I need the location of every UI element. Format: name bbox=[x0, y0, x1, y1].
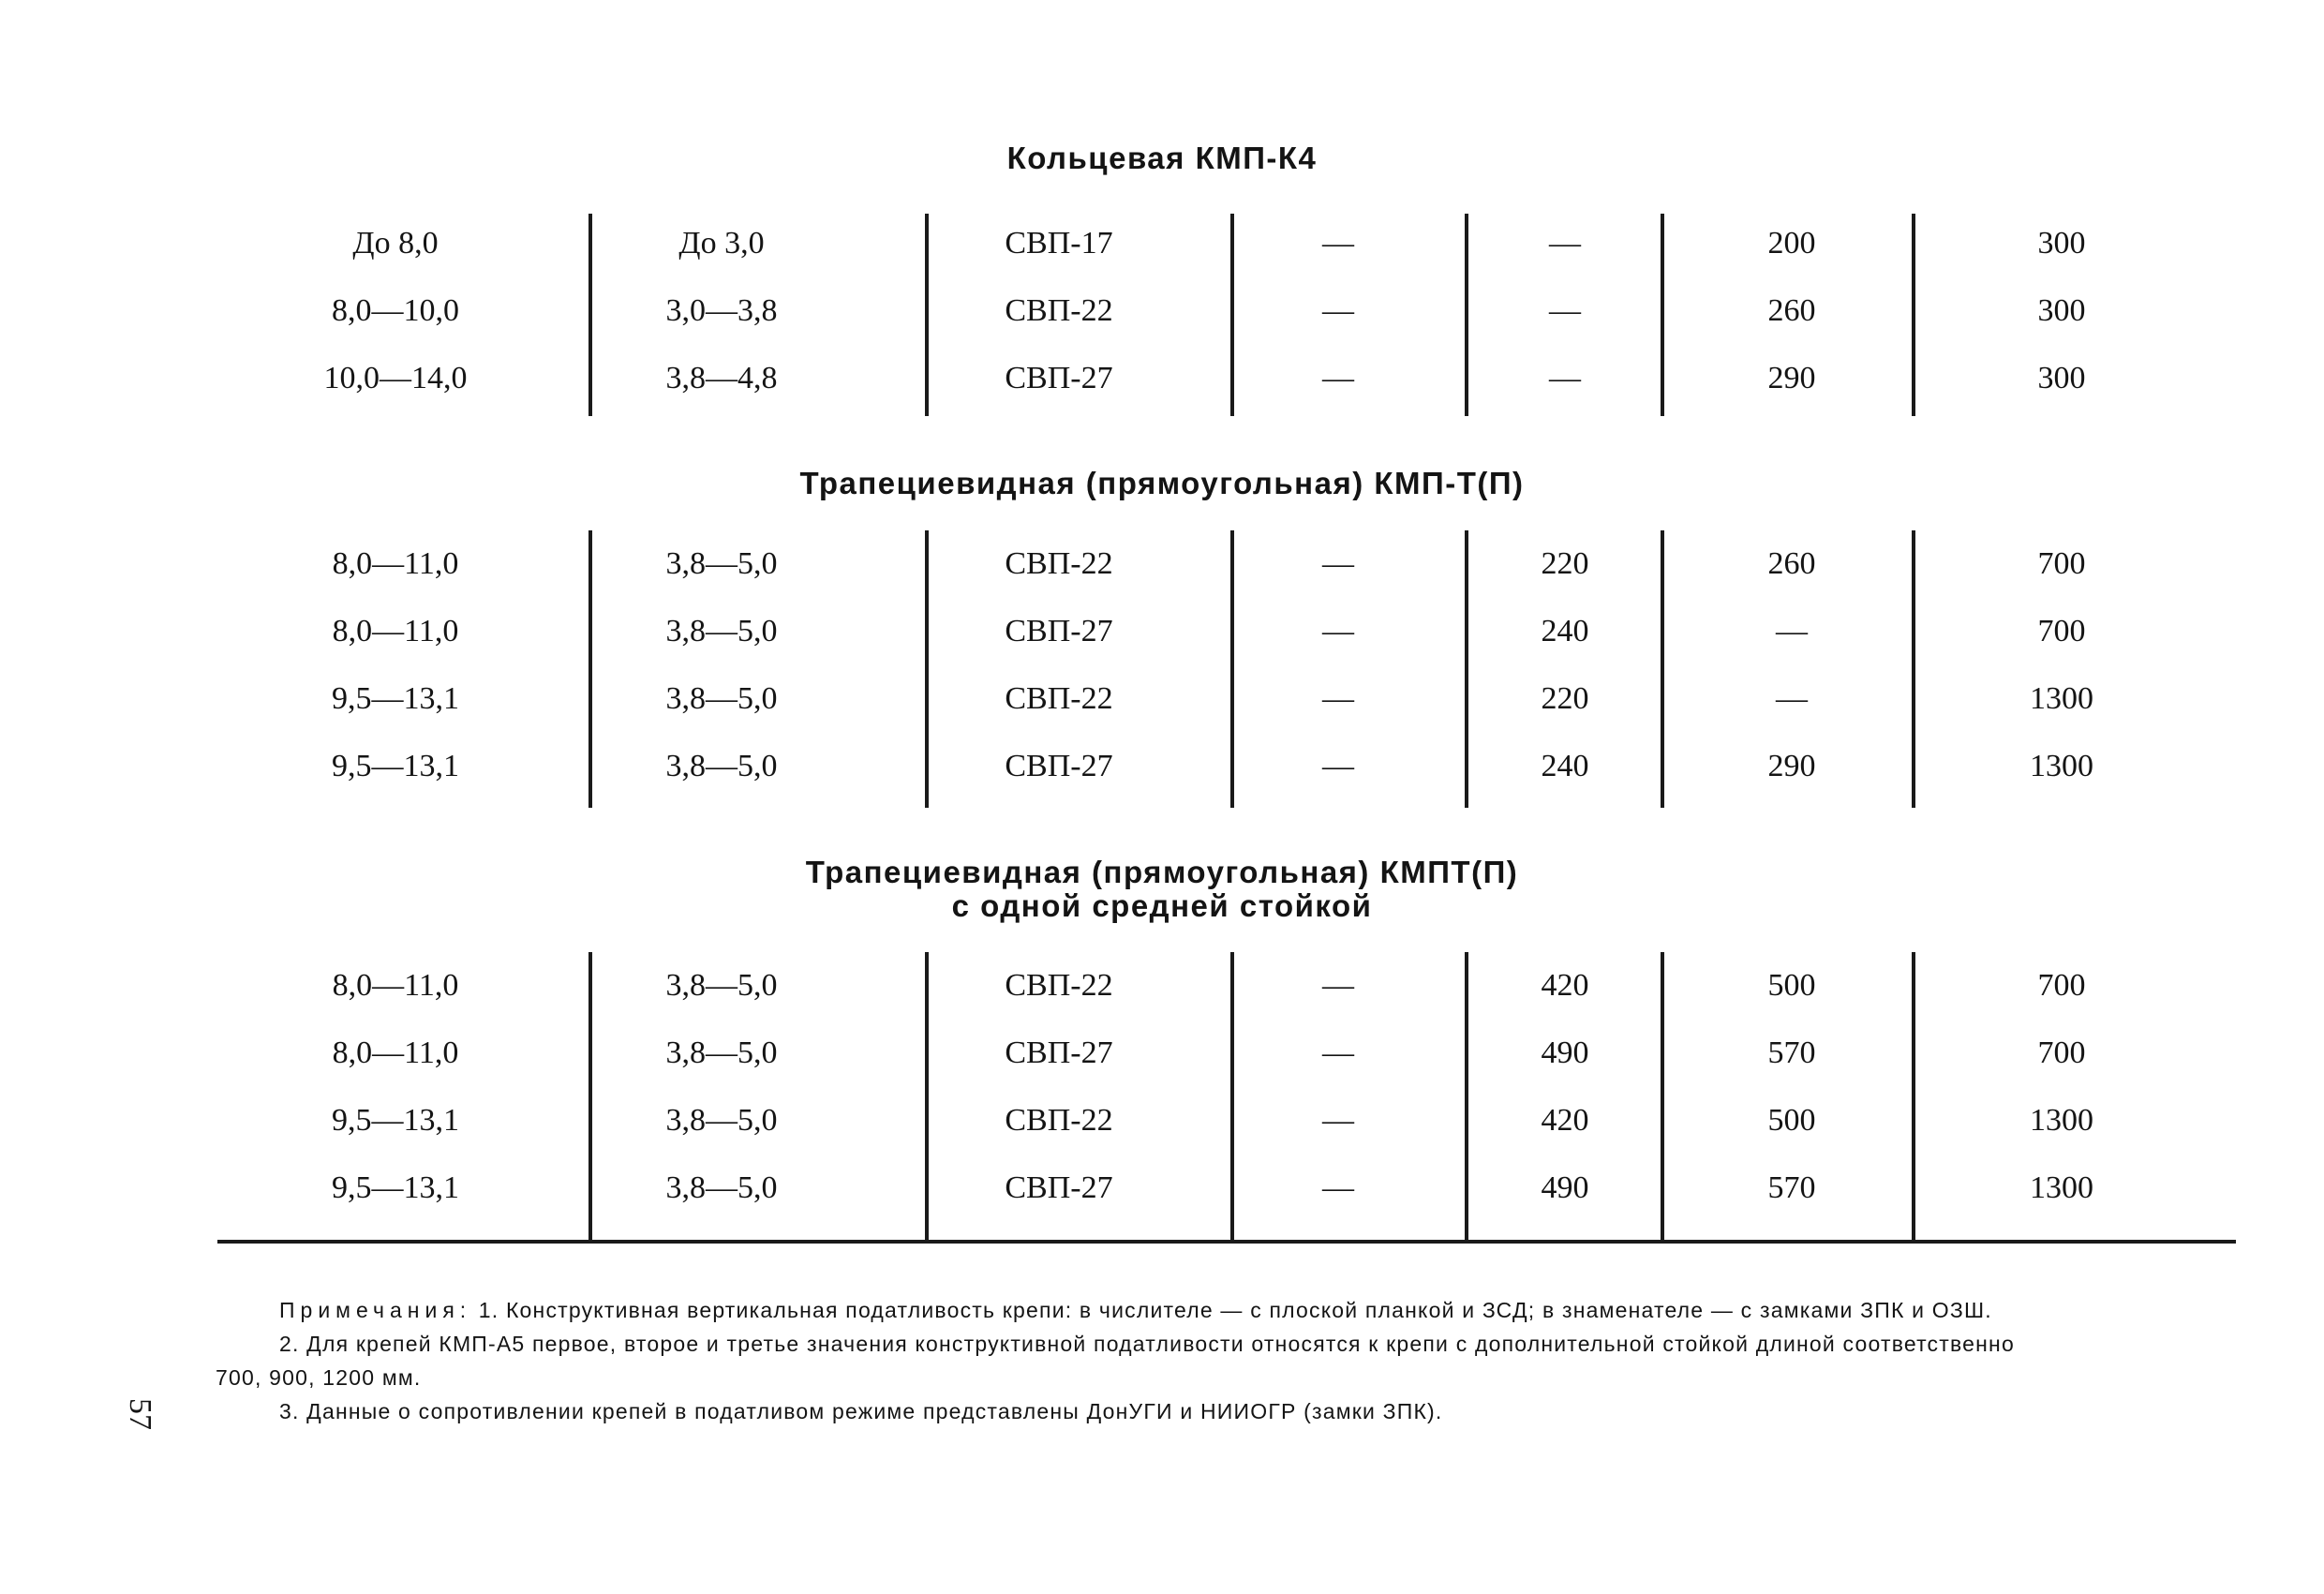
table-cell: — bbox=[1322, 1170, 1354, 1205]
column-rule bbox=[925, 214, 929, 416]
table-cell: — bbox=[1549, 226, 1581, 261]
column-rule bbox=[1661, 530, 1664, 808]
table-cell: СВП-22 bbox=[1005, 293, 1113, 328]
table-cell: — bbox=[1776, 614, 1808, 648]
table-cell: 240 bbox=[1541, 749, 1589, 783]
table-cell: — bbox=[1322, 361, 1354, 395]
table-cell: 9,5—13,1 bbox=[332, 749, 459, 783]
table-cell: 570 bbox=[1767, 1170, 1816, 1205]
column-rule bbox=[1661, 214, 1664, 416]
table-cell: 9,5—13,1 bbox=[332, 1170, 459, 1205]
table-cell: СВП-22 bbox=[1005, 1103, 1113, 1138]
table-cell: — bbox=[1776, 681, 1808, 716]
table-cell: 240 bbox=[1541, 614, 1589, 648]
column-rule bbox=[588, 952, 592, 1242]
column-rule bbox=[1912, 214, 1915, 416]
table-cell: 490 bbox=[1541, 1035, 1589, 1070]
table-bottom-border bbox=[217, 1240, 2236, 1244]
table-cell: — bbox=[1322, 614, 1354, 648]
table-cell: 8,0—11,0 bbox=[332, 614, 459, 648]
table-cell: 3,8—5,0 bbox=[665, 1103, 778, 1138]
column-rule bbox=[925, 530, 929, 808]
table-cell: — bbox=[1322, 968, 1354, 1003]
table-cell: 260 bbox=[1767, 293, 1816, 328]
column-rule bbox=[1230, 214, 1234, 416]
column-rule bbox=[925, 952, 929, 1242]
section-subtitle-trapezoid-middle-post: с одной средней стойкой bbox=[951, 888, 1373, 923]
column-rule bbox=[1661, 952, 1664, 1242]
table-cell: 300 bbox=[2037, 293, 2086, 328]
table-cell: СВП-17 bbox=[1005, 226, 1113, 261]
note-1 bbox=[279, 1293, 1992, 1327]
table-cell: 9,5—13,1 bbox=[332, 681, 459, 716]
table-cell: СВП-22 bbox=[1005, 968, 1113, 1003]
table-cell: 700 bbox=[2037, 1035, 2086, 1070]
table-cell: 1300 bbox=[2030, 1103, 2093, 1138]
table-cell: 3,8—5,0 bbox=[665, 681, 778, 716]
table-cell: 490 bbox=[1541, 1170, 1589, 1205]
table-cell: 8,0—11,0 bbox=[332, 1035, 459, 1070]
table-cell: СВП-27 bbox=[1005, 614, 1113, 648]
section-title-trapezoid: Трапециевидная (прямоугольная) КМП-Т(П) bbox=[799, 466, 1525, 500]
table-cell: 290 bbox=[1767, 749, 1816, 783]
column-rule bbox=[1230, 530, 1234, 808]
table-cell: 9,5—13,1 bbox=[332, 1103, 459, 1138]
table-cell: 3,8—5,0 bbox=[665, 749, 778, 783]
table-cell: 290 bbox=[1767, 361, 1816, 395]
table-cell: — bbox=[1322, 226, 1354, 261]
section-title-ring: Кольцевая КМП-К4 bbox=[1006, 141, 1318, 175]
table-cell: 420 bbox=[1541, 968, 1589, 1003]
table-cell: 8,0—11,0 bbox=[332, 968, 459, 1003]
table-cell: 220 bbox=[1541, 681, 1589, 716]
table-cell: 3,8—5,0 bbox=[665, 1170, 778, 1205]
table-cell: СВП-27 bbox=[1005, 361, 1113, 395]
note-2-line-1: 2. Для крепей КМП-А5 первое, второе и третье значения конструктивной податливости относятся к крепи с дополнительной стойкой длиной соответственно bbox=[279, 1332, 2015, 1356]
table-cell: СВП-22 bbox=[1005, 546, 1113, 581]
column-rule bbox=[1230, 952, 1234, 1242]
table-cell: 700 bbox=[2037, 614, 2086, 648]
table-cell: 1300 bbox=[2030, 1170, 2093, 1205]
notes-heading: Примечания: bbox=[279, 1298, 472, 1322]
note-3: 3. Данные о сопротивлении крепей в податливом режиме представлены ДонУГИ и НИИОГР (замки ЗПК). bbox=[279, 1399, 1443, 1423]
table-cell: — bbox=[1322, 1103, 1354, 1138]
column-rule bbox=[1465, 530, 1468, 808]
table-cell: 220 bbox=[1541, 546, 1589, 581]
table-cell: — bbox=[1549, 293, 1581, 328]
table-cell: — bbox=[1322, 749, 1354, 783]
table-cell: 200 bbox=[1767, 226, 1816, 261]
table-cell: 8,0—10,0 bbox=[332, 293, 459, 328]
table-cell: — bbox=[1549, 361, 1581, 395]
table-cell: 260 bbox=[1767, 546, 1816, 581]
table-cell: — bbox=[1322, 681, 1354, 716]
note-2-line-2: 700, 900, 1200 мм. bbox=[216, 1365, 422, 1390]
column-rule bbox=[1465, 952, 1468, 1242]
table-cell: 8,0—11,0 bbox=[332, 546, 459, 581]
table-cell: 3,8—5,0 bbox=[665, 968, 778, 1003]
section-title-trapezoid-middle-post: Трапециевидная (прямоугольная) КМПТ(П) bbox=[805, 855, 1519, 889]
column-rule bbox=[1912, 952, 1915, 1242]
table-cell: 500 bbox=[1767, 1103, 1816, 1138]
page-number: 57 bbox=[123, 1398, 157, 1430]
table-cell: 1300 bbox=[2030, 749, 2093, 783]
column-rule bbox=[588, 214, 592, 416]
table-cell: 3,8—4,8 bbox=[665, 361, 778, 395]
table-cell: 3,8—5,0 bbox=[665, 1035, 778, 1070]
table-cell: 10,0—14,0 bbox=[323, 361, 468, 395]
table-cell: 300 bbox=[2037, 226, 2086, 261]
table-cell: 700 bbox=[2037, 968, 2086, 1003]
table-cell: СВП-27 bbox=[1005, 1170, 1113, 1205]
note-1-text: 1. Конструктивная вертикальная податливость крепи: в числителе — с плоской планкой и ЗСД; в знаменателе — с замками ЗПК и ОЗШ. bbox=[478, 1298, 1992, 1322]
table-cell: СВП-22 bbox=[1005, 681, 1113, 716]
table-cell: СВП-27 bbox=[1005, 749, 1113, 783]
table-cell: — bbox=[1322, 293, 1354, 328]
table-cell: 300 bbox=[2037, 361, 2086, 395]
table-cell: До 3,0 bbox=[678, 226, 765, 261]
table-cell: 420 bbox=[1541, 1103, 1589, 1138]
column-rule bbox=[1912, 530, 1915, 808]
table-cell: 1300 bbox=[2030, 681, 2093, 716]
table-cell: 3,8—5,0 bbox=[665, 546, 778, 581]
table-cell: 570 bbox=[1767, 1035, 1816, 1070]
table-cell: 500 bbox=[1767, 968, 1816, 1003]
table-cell: 3,8—5,0 bbox=[665, 614, 778, 648]
table-cell: 3,0—3,8 bbox=[665, 293, 778, 328]
column-rule bbox=[1465, 214, 1468, 416]
column-rule bbox=[588, 530, 592, 808]
table-cell: — bbox=[1322, 546, 1354, 581]
table-cell: 700 bbox=[2037, 546, 2086, 581]
table-cell: СВП-27 bbox=[1005, 1035, 1113, 1070]
table-cell: До 8,0 bbox=[352, 226, 439, 261]
table-cell: — bbox=[1322, 1035, 1354, 1070]
